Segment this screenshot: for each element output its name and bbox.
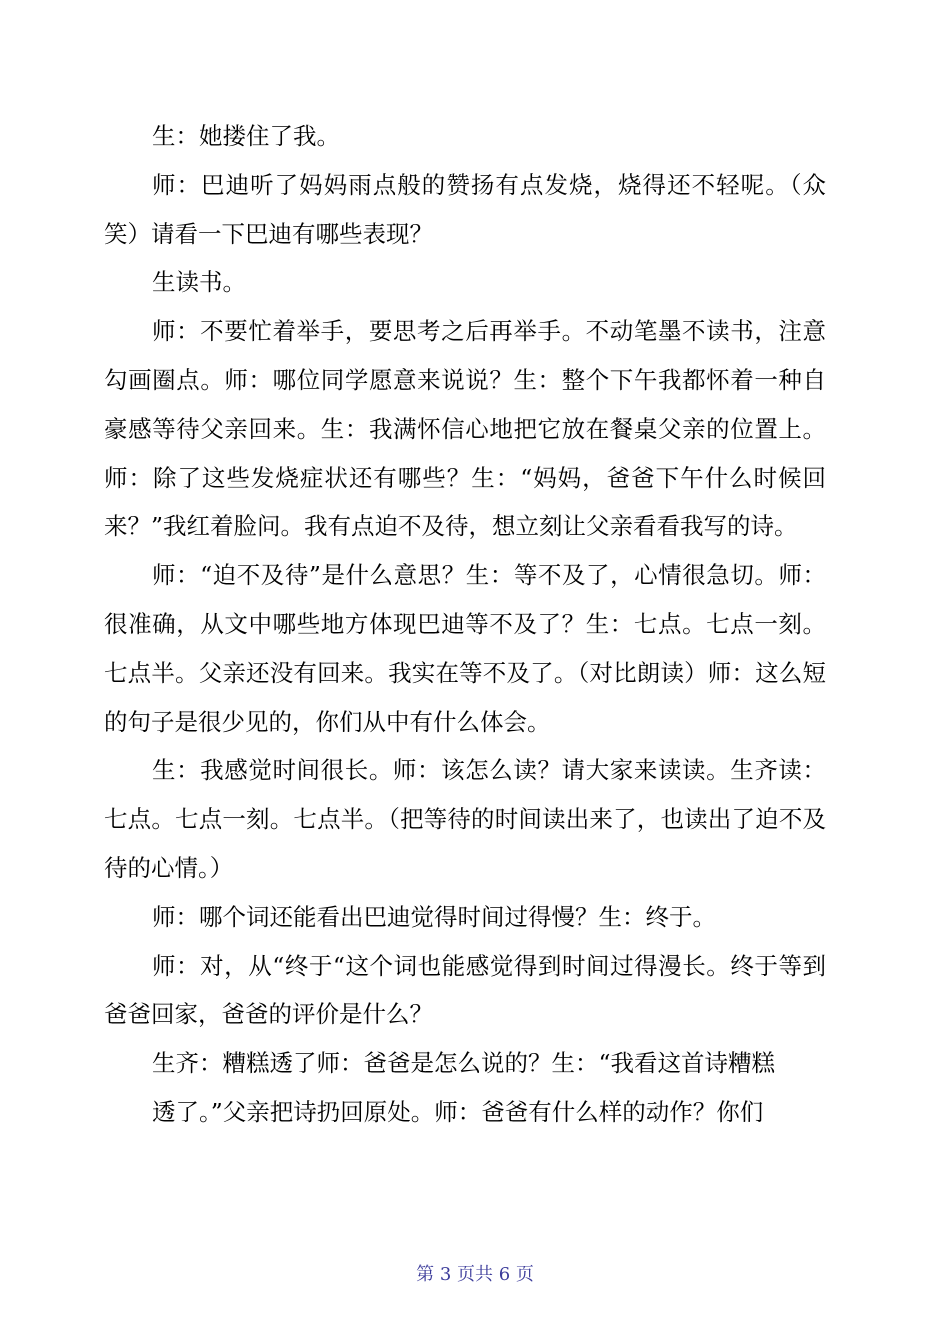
paragraph: 生齐：糟糕透了师：爸爸是怎么说的？生：“我看这首诗糟糕 — [152, 1049, 776, 1078]
page-number-footer: 第 3 页共 6 页 — [416, 1264, 534, 1285]
paragraph: 生读书。 — [152, 268, 246, 297]
document-body — [104, 112, 826, 1137]
paragraph: 生：我感觉时间很长。师：该怎么读？请大家来读读。生齐读：七点。七点一刻。七点半。（把等待的时间读出来了，也读出了迫不及待的心情。） — [104, 756, 826, 882]
paragraph: 师：哪个词还能看出巴迪觉得时间过得慢？生：终于。 — [152, 902, 716, 931]
paragraph: 师：巴迪听了妈妈雨点般的赞扬有点发烧，烧得还不轻呢。（众笑）请看一下巴迪有哪些表现？ — [104, 170, 826, 248]
paragraph: 师：“迫不及待”是什么意思？生：等不及了，心情很急切。师：很准确，从文中哪些地方体现巴迪等不及了？生：七点。七点一刻。七点半。父亲还没有回来。我实在等不及了。（对比朗读）师：这么短的句子是很少见的，你们从中有什么体会。 — [104, 561, 826, 736]
paragraph: 生：她搂住了我。 — [152, 122, 340, 150]
paragraph: 师：对，从“终于“这个词也能感觉得到时间过得漫长。终于等到爸爸回家，爸爸的评价是什么？ — [104, 951, 826, 1029]
paragraph: 透了。”父亲把诗扔回原处。师：爸爸有什么样的动作？你们 — [152, 1097, 764, 1126]
paragraph: 师：不要忙着举手，要思考之后再举手。不动笔墨不读书，注意勾画圈点。师：哪位同学愿意来说说？生：整个下午我都怀着一种自豪感等待父亲回来。生：我满怀信心地把它放在餐桌父亲的位置上。师：除了这些发烧症状还有哪些？生：“妈妈，爸爸下午什么时候回来？”我红着脸问。我有点迫不及待，想立刻让父亲看看我写的诗。 — [104, 317, 826, 541]
